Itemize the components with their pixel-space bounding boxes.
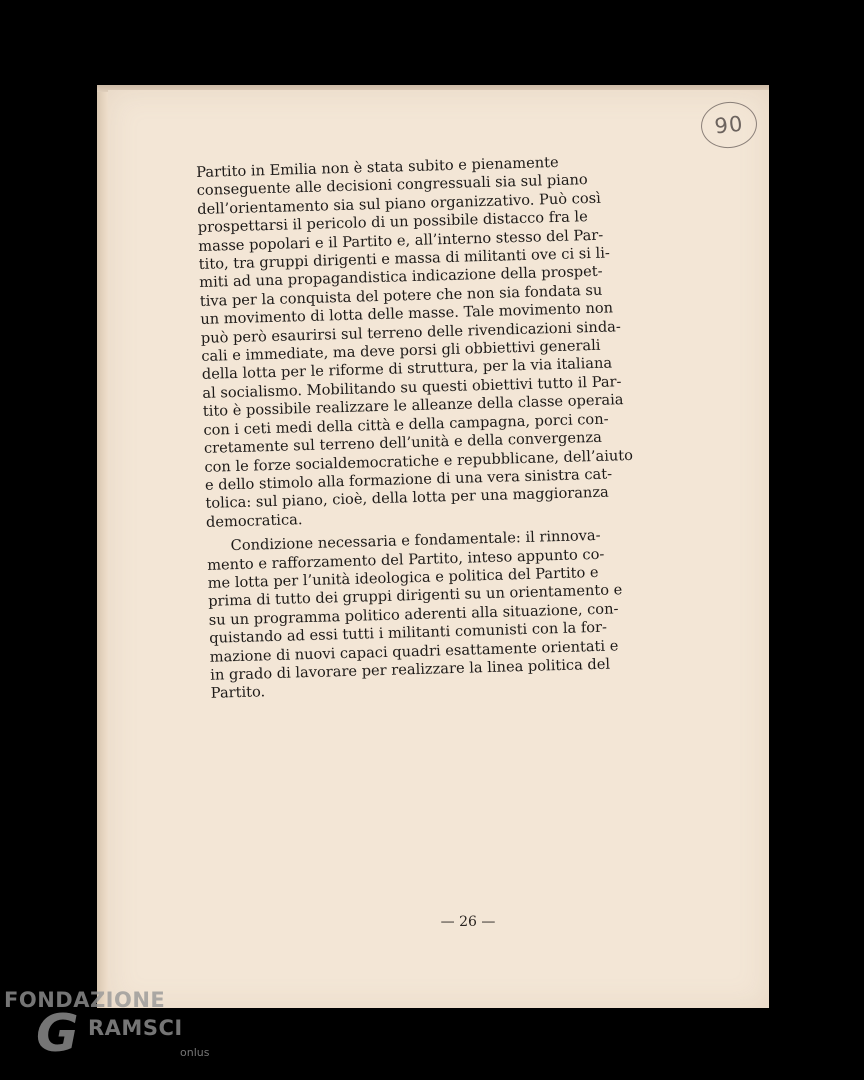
watermark-line-1: FONDAZIONE — [4, 988, 166, 1012]
fondazione-gramsci-watermark — [4, 986, 219, 1076]
watermark-line-2: RAMSCI — [88, 1016, 183, 1040]
document-page — [108, 90, 769, 1008]
paragraph-2: Condizione necessaria e fondamentale: il rinnova- mento e rafforzamento del Partito, inteso appunto co- me lotta per l’unità ideologica e politica del Partito e prima di tutto dei gruppi dirigenti su un orientamento e su un programma politico aderenti alla situazione, con- quistando ad essi tutti i militanti comunisti con la for- mazione di nuovi capaci quadri esattamente orientati e in grado di lavorare per realizzare la linea politica del Partito. — [206, 526, 623, 703]
body-text — [196, 149, 731, 703]
watermark-g-letter: G — [36, 1004, 79, 1064]
paragraph-1: Partito in Emilia non è stata subito e pienamente conseguente alle decisioni congressuali sia sul piano dell’orientamento sia sul piano organizzativo. Può così prospettarsi il pericolo di un possibile distacco fra le masse popolari e il Partito e, all’interno stesso del Par- tito, tra gruppi dirigenti e massa di militanti ove ci si li- miti ad una propagandistica indicazione della prospet- tiva per la conquista del potere che non sia fondata su un movimento di lotta delle masse. Tale movimento non può però esaurirsi sul terreno delle rivendicazioni sinda- cali e immediate, ma deve porsi gli obbiettivi generali della lotta per le riforme di struttura, per la via italiana al socialismo. Mobilitando su questi obiettivi tutto il Par- tito è possibile realizzare le alleanze della classe operaia con i ceti medi della città e della campagna, porci con- cretamente sul terreno dell’unità e della convergenza con le forze socialdemocratiche e repubblicane, dell’aiuto e dello stimolo alla formazione di una vera sinistra cat- tolica: sul piano, cioè, della lotta per una maggioranza democratica. — [196, 153, 634, 531]
archive-number-stamp: 90 — [699, 99, 760, 151]
page-number: — 26 — — [440, 914, 496, 930]
watermark-onlus: onlus — [180, 1046, 210, 1059]
